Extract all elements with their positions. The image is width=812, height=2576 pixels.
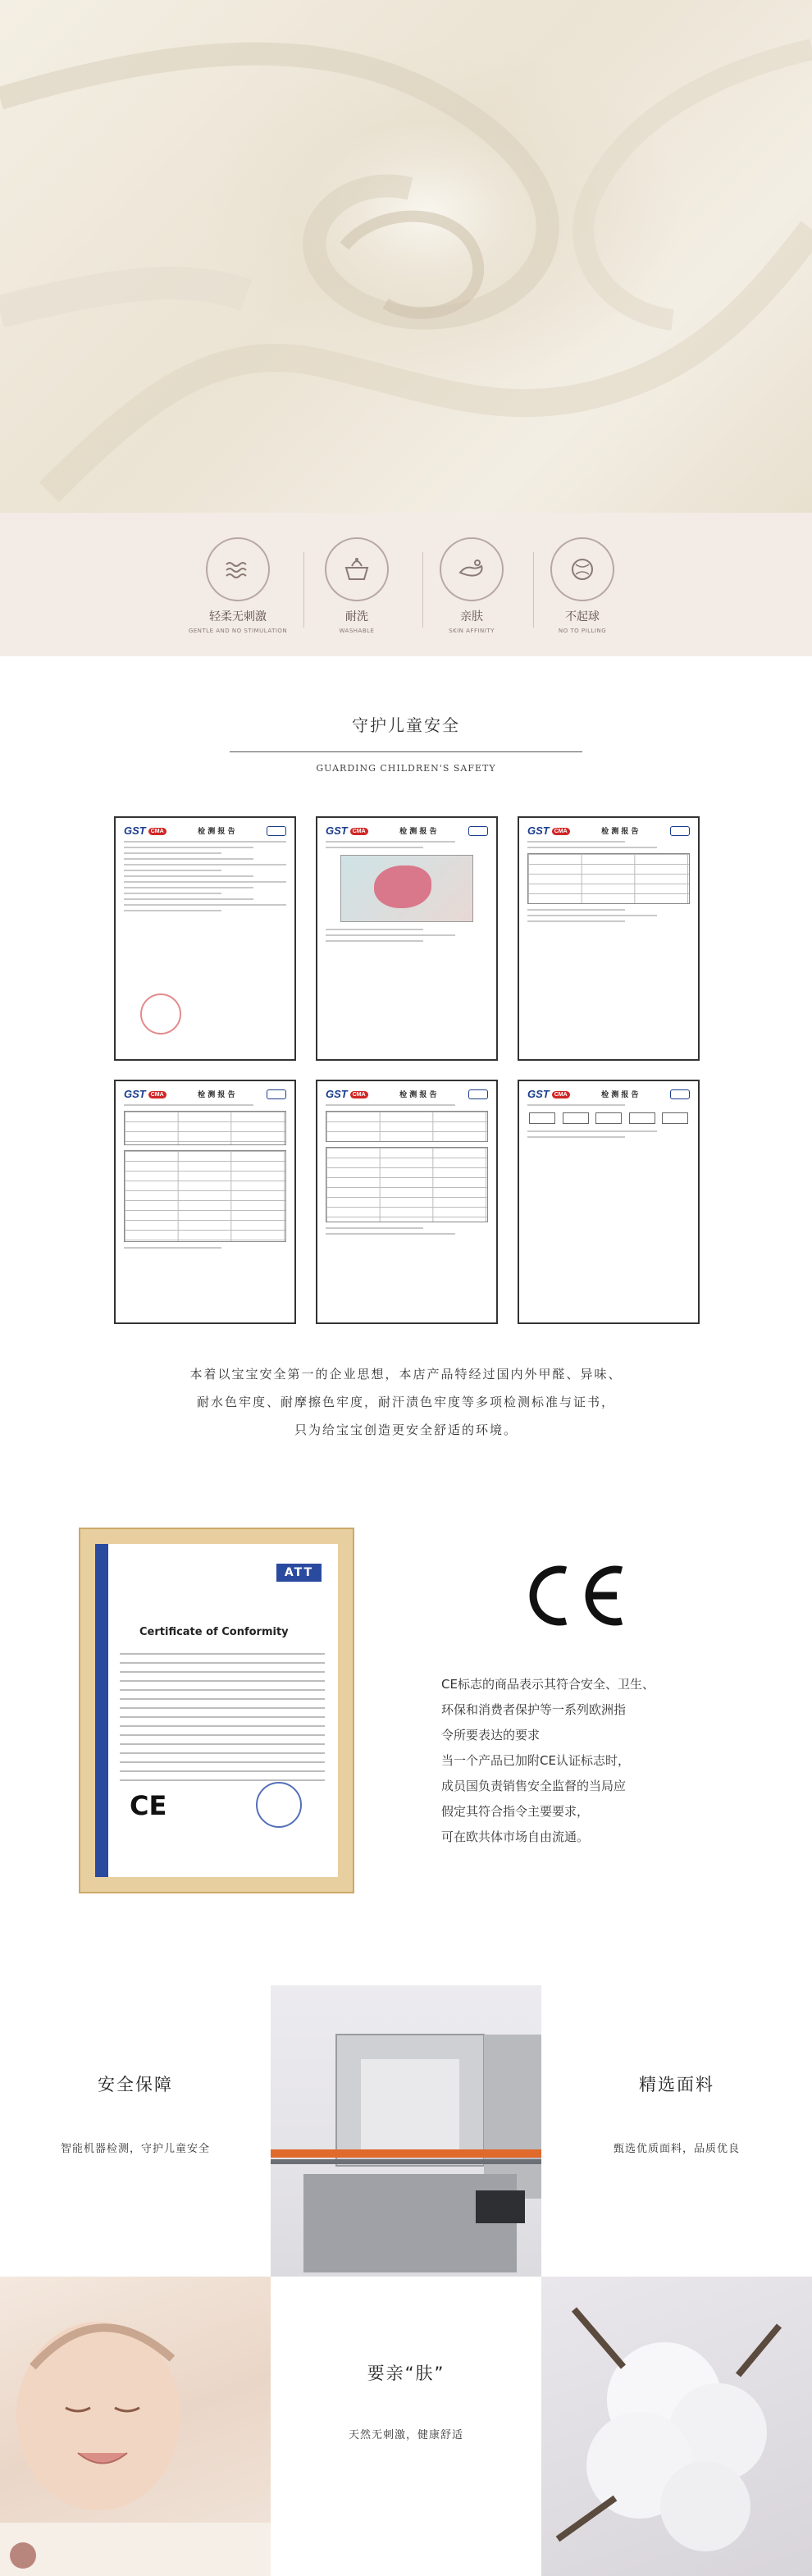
section-subtitle: GUARDING CHILDREN'S SAFETY [316, 763, 496, 774]
ce-line: 令所要表达的要求 [441, 1728, 541, 1742]
ce-line: 假定其符合指令主要要求， [441, 1804, 590, 1819]
test-report [316, 816, 498, 1061]
report-badge: CMA [148, 1091, 167, 1098]
accreditation-logo-icon [267, 1089, 286, 1099]
paragraph-line: 只为给宝宝创造更安全舒适的环境。 [294, 1423, 518, 1437]
fabric-folds [0, 0, 812, 513]
ball-icon [566, 553, 599, 586]
panel-title: 要亲“肤” [367, 2364, 445, 2383]
stamp-icon [140, 993, 181, 1035]
report-label: 检 测 报 告 [399, 1091, 437, 1099]
inspection-machine-image [271, 1985, 541, 2277]
report-label: 检 测 报 告 [601, 1091, 639, 1099]
feature-label-en: WASHABLE [339, 628, 375, 634]
panel-subtitle: 天然无刺激，健康舒适 [348, 2429, 463, 2441]
ce-logo-icon [515, 1559, 630, 1633]
report-label: 检 测 报 告 [601, 828, 639, 836]
accreditation-logo-icon [670, 1089, 690, 1099]
feature-label-en: SKIN AFFINITY [449, 628, 495, 634]
paragraph-line: 本着以宝宝安全第一的企业思想，本店产品特经过国内外甲醛、异味、 [189, 1367, 623, 1382]
feature-label: 轻柔无刺激 [209, 610, 267, 623]
ce-description [441, 1672, 745, 1850]
ce-line: CE标志的商品表示其符合安全、卫生、 [441, 1677, 655, 1692]
report-brand: GST [326, 824, 348, 837]
paragraph-line: 耐水色牢度、耐摩擦色牢度，耐汗渍色牢度等多项检测标准与证书， [196, 1395, 615, 1409]
baby-image [0, 2277, 271, 2576]
data-table [527, 853, 690, 904]
conformity-certificate [95, 1544, 338, 1877]
cotton-illustration [541, 2277, 812, 2576]
report-brand: GST [124, 824, 146, 837]
report-badge: CMA [350, 1091, 368, 1098]
divider [230, 751, 582, 752]
report-label: 检 测 报 告 [399, 828, 437, 836]
data-table [124, 1111, 286, 1145]
report-brand: GST [527, 824, 550, 837]
feature-skin [414, 537, 529, 634]
feature-no-pilling [525, 537, 640, 634]
report-brand: GST [527, 1088, 550, 1100]
report-label: 检 测 报 告 [198, 1091, 235, 1099]
ce-line: 可在欧共体市场自由流通。 [441, 1829, 590, 1844]
accreditation-logo-icon [468, 826, 488, 836]
feature-label: 亲肤 [460, 610, 483, 623]
data-table [326, 1147, 488, 1222]
section-title: 守护儿童安全 [352, 715, 460, 735]
certificate-ce-mark: CE [130, 1790, 167, 1821]
data-table [124, 1150, 286, 1242]
report-badge: CMA [552, 828, 570, 835]
hand-icon [455, 553, 488, 586]
feature-label: 不起球 [565, 610, 600, 623]
feature-band [0, 513, 812, 656]
ce-line: 成员国负责销售安全监督的当局应 [441, 1779, 627, 1793]
skin-panel [271, 2277, 541, 2576]
feature-gentle [180, 537, 295, 634]
fabric-panel [541, 1985, 812, 2272]
report-brand: GST [124, 1088, 146, 1100]
hero-fabric-image [0, 0, 812, 513]
test-report [316, 1080, 498, 1324]
feature-washable [299, 537, 414, 634]
accreditation-logo-icon [670, 826, 690, 836]
conformity-certificate-frame [79, 1528, 354, 1893]
baby-illustration [0, 2277, 271, 2576]
ce-line: 当一个产品已加附CE认证标志时， [441, 1753, 630, 1768]
test-report [518, 1080, 700, 1324]
certificate-title: Certificate of Conformity [139, 1626, 289, 1638]
safety-panel [0, 1985, 271, 2272]
ce-line: 环保和消费者保护等一系列欧洲指 [441, 1702, 627, 1717]
panel-subtitle: 甄选优质面料，品质优良 [613, 2143, 740, 2155]
safety-paragraph [0, 1360, 812, 1444]
test-report [518, 816, 700, 1061]
panel-title: 安全保障 [98, 2075, 173, 2094]
data-table [326, 1111, 488, 1142]
test-report [114, 1080, 296, 1324]
report-badge: CMA [552, 1091, 570, 1098]
test-report [114, 816, 296, 1061]
sample-photo [340, 855, 473, 922]
report-brand: GST [326, 1088, 348, 1100]
feature-label-en: NO TO PILLING [558, 628, 607, 634]
report-badge: CMA [350, 828, 368, 835]
certificate-brand: ATT [276, 1564, 322, 1582]
accreditation-logo-icon [267, 826, 286, 836]
seal-icon [256, 1782, 302, 1828]
panel-subtitle: 智能机器检测，守护儿童安全 [60, 2143, 210, 2155]
panel-title: 精选面料 [639, 2075, 714, 2094]
cotton-image [541, 2277, 812, 2576]
feature-label: 耐洗 [345, 610, 368, 623]
report-label: 检 测 报 告 [198, 828, 235, 836]
waves-icon [221, 553, 254, 586]
flow-diagram [529, 1112, 688, 1124]
report-badge: CMA [148, 828, 167, 835]
basin-icon [340, 553, 373, 586]
feature-label-en: GENTLE AND NO STIMULATION [188, 628, 288, 634]
machine-illustration [271, 1985, 541, 2277]
accreditation-logo-icon [468, 1089, 488, 1099]
